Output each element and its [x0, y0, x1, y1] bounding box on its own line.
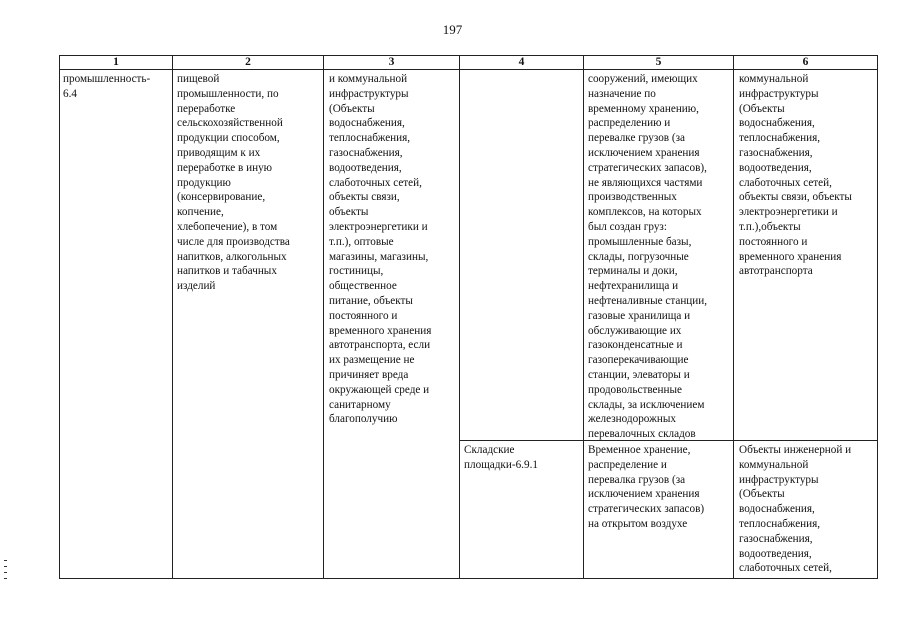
table-left-border: [59, 55, 60, 579]
column-header-2: 2: [245, 56, 251, 68]
margin-mark: [4, 560, 7, 561]
row2-col5-text: Временное хранение, распределение и перевалка грузов (за исключением хранения стратегических запасов) на открытом воздухе: [588, 444, 705, 530]
column-divider: [733, 55, 734, 579]
column-header-6: 6: [802, 56, 809, 68]
row1-col5-text: сооружений, имеющих назначение по временному хранению, распределению и перевалке грузов (за исключением хранения стратегических запасов), не являющихся частями производственных комплексов, на которых был создан груз: промышленные базы, склады, погрузочные терминалы и доки, нефтехранилища и нефтеналивные станции, газовые хранилища и обслуживающие их газоконденсатные и газоперекачивающие станции, элеваторы и продовольственные склады, за исключением железнодорожных перевалочных складов: [588, 73, 708, 441]
row1-col3-text: и коммунальной инфраструктуры (Объекты водоснабжения, теплоснабжения, газоснабжения, водоотведения, слаботочных сетей, объекты связи, объекты электроэнергетики и т.п.), оптовые магазины, магазины, гостиницы, общественное питание, объекты постоянного и временного хранения автотранспорта, если их размещение не причиняет вреда окружающей среде и санитарному благополучию: [329, 73, 432, 426]
margin-mark: [4, 572, 7, 573]
column-divider: [323, 55, 324, 579]
margin-mark: [4, 566, 7, 567]
column-header-1: 1: [113, 56, 119, 68]
page-number: 197: [442, 22, 463, 37]
row2-col6-text: Объекты инженерной и коммунальной инфраструктуры (Объекты водоснабжения, теплоснабжения, газоснабжения, водоотведения, слаботочных сетей,: [739, 444, 852, 575]
row1-col2-text: пищевой промышленности, по переработке сельскохозяйственной продукции способом, приводящим к их переработке в иную продукцию (консервирование, копчение, хлебопечение), в том числе для производства напитков, алкогольных напитков и табачных изделий: [177, 73, 290, 293]
table-bottom-border: [59, 578, 878, 579]
column-header-3: 3: [388, 56, 395, 68]
column-header-5: 5: [655, 56, 662, 68]
table-right-border: [877, 55, 878, 579]
column-header-4: 4: [518, 56, 525, 68]
column-divider: [459, 55, 460, 579]
margin-mark: [4, 578, 7, 579]
column-divider: [583, 55, 584, 579]
row1-col6-text: коммунальной инфраструктуры (Объекты водоснабжения, теплоснабжения, газоснабжения, водоотведения, слаботочных сетей, объекты связи, объекты электроэнергетики и т.п.),объекты постоянного и временного хранения автотранспорта: [739, 73, 852, 278]
row1-col1-text: промышленность- 6.4: [63, 73, 151, 100]
column-divider: [172, 55, 173, 579]
header-bottom-border: [59, 69, 878, 70]
row2-col4-text: Складские площадки-6.9.1: [464, 444, 538, 471]
